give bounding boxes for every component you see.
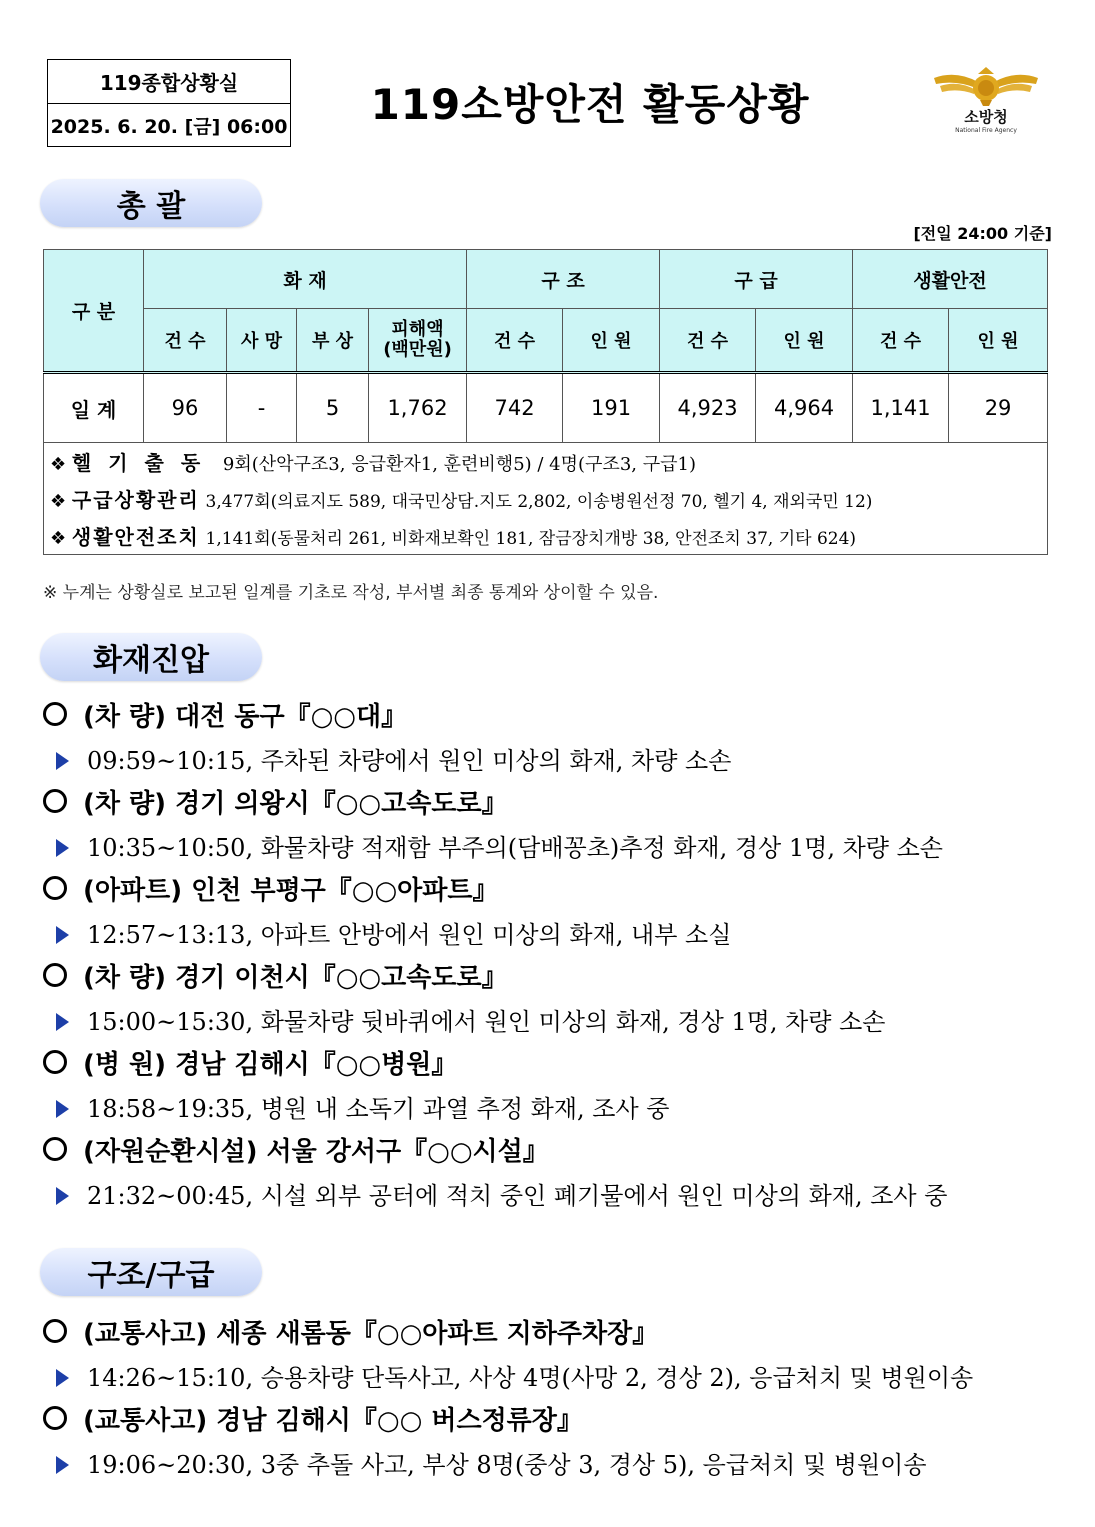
fire-item-title: (차 량) 경기 이천시『○○고속도로』 bbox=[43, 957, 508, 994]
circle-bullet-icon bbox=[43, 702, 67, 726]
note-bullet: ❖ bbox=[50, 491, 67, 512]
group-fire: 화 재 bbox=[144, 250, 467, 309]
fire-item-detail: 18:58~19:35, 병원 내 소독기 과열 추정 화재, 조사 중 bbox=[56, 1089, 670, 1124]
fire-item-detail: 21:32~00:45, 시설 외부 공터에 적치 중인 폐기물에서 원인 미상의 화재, 조사 중 bbox=[56, 1176, 947, 1211]
triangle-bullet-icon bbox=[56, 1013, 69, 1031]
value-safety-people: 29 bbox=[949, 373, 1048, 443]
triangle-bullet-icon bbox=[56, 1369, 69, 1387]
fire-item-title: (병 원) 경남 김해시『○○병원』 bbox=[43, 1044, 457, 1081]
row-header: 구 분 bbox=[44, 250, 144, 373]
group-ems: 구 급 bbox=[660, 250, 853, 309]
circle-bullet-icon bbox=[43, 1050, 67, 1074]
fire-item-title: (자원순환시설) 서울 강서구『○○시설』 bbox=[43, 1131, 549, 1168]
fire-agency-logo-text: 소방청 bbox=[964, 108, 1008, 126]
note-label: 헬기출동 bbox=[71, 451, 218, 475]
circle-bullet-icon bbox=[43, 1319, 67, 1343]
section-fire-label: 화재진압 bbox=[40, 633, 262, 681]
note-text: 1,141회(동물처리 261, 비화재보확인 181, 잠금장치개방 38, 안전조치 37, 기타 624) bbox=[205, 529, 857, 549]
value-fire-count: 96 bbox=[144, 373, 227, 443]
value-rescue-people: 191 bbox=[563, 373, 660, 443]
note-bullet: ❖ bbox=[50, 528, 67, 549]
group-safety: 생활안전 bbox=[853, 250, 1048, 309]
fire-item-title: (차 량) 경기 의왕시『○○고속도로』 bbox=[43, 783, 508, 820]
triangle-bullet-icon bbox=[56, 926, 69, 944]
section-summary-label: 총 괄 bbox=[40, 179, 262, 227]
value-ems-people: 4,964 bbox=[756, 373, 853, 443]
rescue-item-title: (교통사고) 경남 김해시『○○ 버스정류장』 bbox=[43, 1400, 583, 1437]
triangle-bullet-icon bbox=[56, 752, 69, 770]
fire-agency-logo-subtext: National Fire Agency bbox=[955, 127, 1017, 134]
circle-bullet-icon bbox=[43, 1406, 67, 1430]
note-label: 생활안전조치 bbox=[71, 525, 200, 549]
rescue-item-detail: 14:26~15:10, 승용차량 단독사고, 사상 4명(사망 2, 경상 2), 응급처치 및 병원이송 bbox=[56, 1358, 973, 1393]
note-bullet: ❖ bbox=[50, 454, 67, 475]
fire-item-detail: 10:35~10:50, 화물차량 적재함 부주의(담배꽁초)추정 화재, 경상 1명, 차량 소손 bbox=[56, 828, 943, 863]
value-safety-count: 1,141 bbox=[853, 373, 949, 443]
circle-bullet-icon bbox=[43, 963, 67, 987]
basis-time: [전일 24:00 기준] bbox=[913, 224, 1052, 243]
subheader-ems-people: 인 원 bbox=[756, 309, 853, 373]
note-text: 9회(산악구조3, 응급환자1, 훈련비행5) / 4명(구조3, 구급1) bbox=[222, 454, 696, 475]
fire-item-title: (차 량) 대전 동구『○○대』 bbox=[43, 696, 407, 733]
triangle-bullet-icon bbox=[56, 1456, 69, 1474]
value-fire-injuries: 5 bbox=[297, 373, 369, 443]
issuer-box bbox=[47, 59, 291, 147]
subheader-fire-deaths: 사 망 bbox=[227, 309, 297, 373]
triangle-bullet-icon bbox=[56, 1187, 69, 1205]
issue-datetime: 2025. 6. 20. [금] 06:00 bbox=[50, 116, 288, 138]
fire-item-detail: 09:59~10:15, 주차된 차량에서 원인 미상의 화재, 차량 소손 bbox=[56, 741, 731, 776]
note-label: 구급상황관리 bbox=[71, 488, 200, 512]
footnote: ※ 누계는 상황실로 보고된 일계를 기초로 작성, 부서별 최종 통계와 상이할 수 있음. bbox=[43, 583, 659, 603]
triangle-bullet-icon bbox=[56, 839, 69, 857]
fire-item-detail: 12:57~13:13, 아파트 안방에서 원인 미상의 화재, 내부 소실 bbox=[56, 915, 731, 950]
section-rescue-label: 구조/구급 bbox=[40, 1248, 262, 1296]
document-title: 119소방안전 활동상황 bbox=[370, 80, 810, 129]
fire-item-detail: 15:00~15:30, 화물차량 뒷바퀴에서 원인 미상의 화재, 경상 1명, 차량 소손 bbox=[56, 1002, 885, 1037]
note-text: 3,477회(의료지도 589, 대국민상담.지도 2,802, 이송병원선정 70, 헬기 4, 재외국민 12) bbox=[205, 492, 873, 512]
triangle-bullet-icon bbox=[56, 1100, 69, 1118]
value-fire-deaths: - bbox=[227, 373, 297, 443]
group-rescue: 구 조 bbox=[467, 250, 660, 309]
summary-table bbox=[43, 249, 1048, 555]
subheader-rescue-people: 인 원 bbox=[563, 309, 660, 373]
subheader-ems-count: 건 수 bbox=[660, 309, 756, 373]
rescue-item-detail: 19:06~20:30, 3중 추돌 사고, 부상 8명(중상 3, 경상 5), 응급처치 및 병원이송 bbox=[56, 1445, 927, 1480]
subheader-rescue-count: 건 수 bbox=[467, 309, 563, 373]
value-rescue-count: 742 bbox=[467, 373, 563, 443]
fire-item-title: (아파트) 인천 부평구『○○아파트』 bbox=[43, 870, 499, 907]
subheader-safety-people: 인 원 bbox=[949, 309, 1048, 373]
note-helicopter bbox=[44, 443, 1048, 481]
value-fire-damage: 1,762 bbox=[369, 373, 467, 443]
circle-bullet-icon bbox=[43, 876, 67, 900]
subheader-fire-count: 건 수 bbox=[144, 309, 227, 373]
issuer-office: 119종합상황실 bbox=[48, 60, 290, 104]
subheader-fire-damage: 피해액 (백만원) bbox=[369, 309, 467, 373]
note-safety-actions bbox=[44, 517, 1048, 555]
rescue-item-title: (교통사고) 세종 새롬동『○○아파트 지하주차장』 bbox=[43, 1313, 658, 1350]
circle-bullet-icon bbox=[43, 789, 67, 813]
value-ems-count: 4,923 bbox=[660, 373, 756, 443]
subheader-safety-count: 건 수 bbox=[853, 309, 949, 373]
subheader-fire-injuries: 부 상 bbox=[297, 309, 369, 373]
circle-bullet-icon bbox=[43, 1137, 67, 1161]
note-ems-management bbox=[44, 480, 1048, 517]
row-label-daily: 일 계 bbox=[44, 373, 144, 443]
